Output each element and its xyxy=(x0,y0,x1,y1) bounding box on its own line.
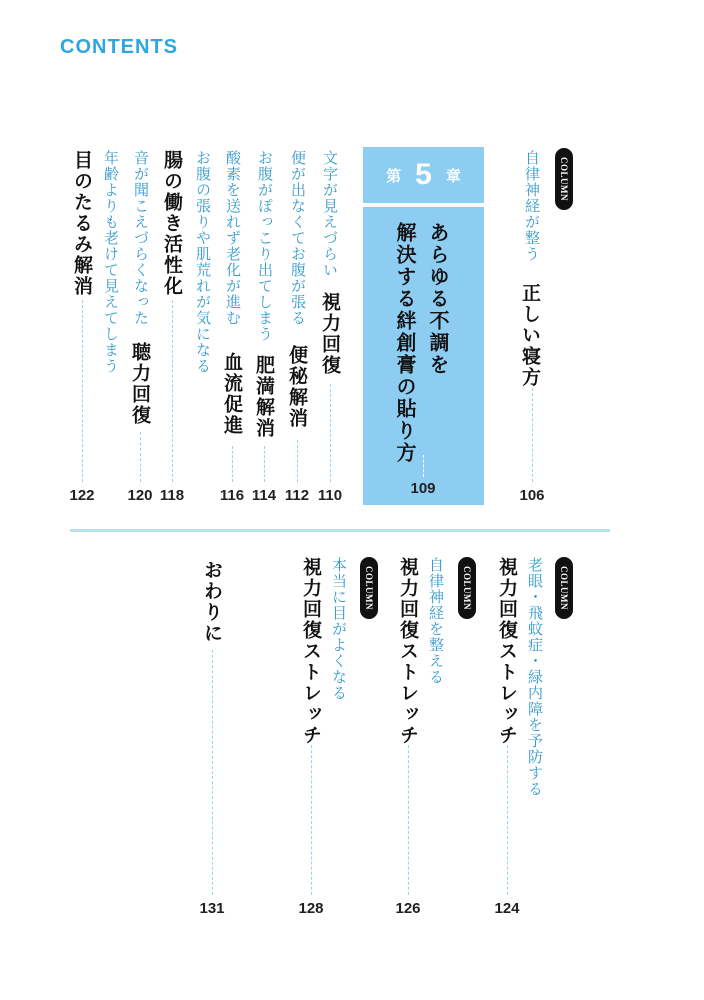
entry-subtitle: お腹がぽっこり出てしまう xyxy=(256,150,274,342)
entry-title: 血流促進 xyxy=(221,352,243,436)
entry-subtitle: 文字が見えづらい xyxy=(321,150,339,278)
chapter-divider xyxy=(363,203,484,207)
chapter-suffix: 章 xyxy=(445,166,461,185)
entry-title: 視力回復ストレッチ xyxy=(300,557,322,746)
dotted-leader xyxy=(311,745,312,895)
chapter-heading xyxy=(363,147,484,203)
entry-subtitle: 自律神経が整う xyxy=(523,150,541,262)
dotted-leader xyxy=(212,650,213,895)
entry-title: 便秘解消 xyxy=(286,345,308,429)
page-title: CONTENTS xyxy=(60,36,178,58)
column-badge: COLUMN xyxy=(555,557,573,619)
entry-subtitle: 自律神経を整える xyxy=(427,557,445,685)
entry-title: 聴力回復 xyxy=(129,342,151,426)
page-number: 128 xyxy=(298,900,324,917)
dotted-leader xyxy=(532,388,533,482)
entry-subtitle: 便が出なくてお腹が張る xyxy=(289,150,307,326)
section-divider xyxy=(70,529,610,532)
entry-subtitle: 老眼・飛蚊症・緑内障を予防する xyxy=(526,557,544,797)
column-badge: COLUMN xyxy=(458,557,476,619)
entry-title: 視力回復ストレッチ xyxy=(397,557,419,746)
page-number: 114 xyxy=(251,487,277,504)
page-number: 120 xyxy=(127,487,153,504)
dotted-leader xyxy=(297,440,298,482)
page-number: 126 xyxy=(395,900,421,917)
chapter-title-line2: 解決する絆創膏の貼り方 xyxy=(393,222,417,464)
entry-subtitle: お腹の張りや肌荒れが気になる xyxy=(194,150,212,374)
dotted-leader xyxy=(423,455,424,477)
entry-title: おわりに xyxy=(201,560,223,644)
page-number: 131 xyxy=(199,900,225,917)
dotted-leader xyxy=(140,432,141,482)
page-number: 116 xyxy=(219,487,245,504)
chapter-page-number: 109 xyxy=(410,480,436,497)
dotted-leader xyxy=(82,300,83,482)
dotted-leader xyxy=(232,446,233,482)
entry-subtitle: 年齢よりも老けて見えてしまう xyxy=(102,150,120,374)
entry-subtitle: 本当に目がよくなる xyxy=(330,557,348,701)
chapter-prefix: 第 xyxy=(386,166,402,185)
entry-title: 目のたるみ解消 xyxy=(71,150,93,297)
dotted-leader xyxy=(330,384,331,482)
dotted-leader xyxy=(172,300,173,482)
chapter-number: 5 xyxy=(415,158,432,191)
entry-title: 肥満解消 xyxy=(253,355,275,439)
dotted-leader xyxy=(507,745,508,895)
entry-subtitle: 音が聞こえづらくなった xyxy=(132,150,150,326)
entry-subtitle: 酸素を送れず老化が進む xyxy=(224,150,242,326)
dotted-leader xyxy=(408,745,409,895)
column-badge: COLUMN xyxy=(360,557,378,619)
page-number: 110 xyxy=(317,487,343,504)
page-number: 112 xyxy=(284,487,310,504)
entry-title: 視力回復 xyxy=(319,292,341,376)
chapter-title-line1: あらゆる不調を xyxy=(426,222,450,376)
column-badge: COLUMN xyxy=(555,148,573,210)
page-number: 124 xyxy=(494,900,520,917)
entry-title: 視力回復ストレッチ xyxy=(496,557,518,746)
dotted-leader xyxy=(264,446,265,482)
entry-title: 正しい寝方 xyxy=(519,283,541,388)
entry-title: 腸の働き活性化 xyxy=(161,150,183,297)
page-number: 106 xyxy=(519,487,545,504)
page-number: 118 xyxy=(159,487,185,504)
chapter-5-box[interactable] xyxy=(363,147,484,505)
page-number: 122 xyxy=(69,487,95,504)
